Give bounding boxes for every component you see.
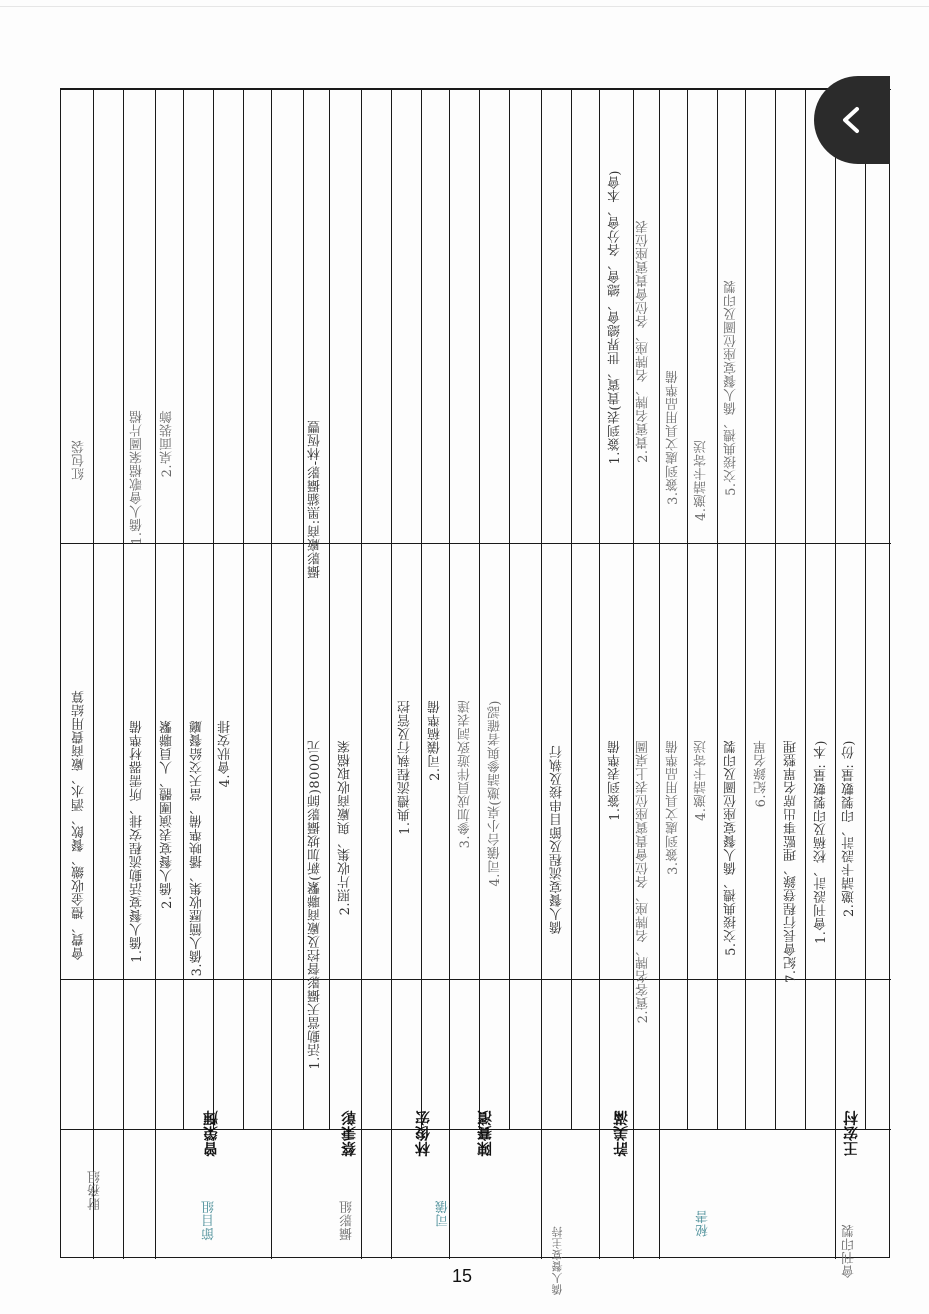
person-name: 陳賽濱 [476,1110,494,1157]
task-text: 1.活動當天攝影督控及廠商聯繫(新加坡攝影師)8000元 [308,740,323,1070]
note-text: 攝影廠商:黑貓攝影-林恆豐 [308,420,323,579]
task-text: 1.典禮流程執行及管控 [398,700,413,835]
task-text: 1.簽到表準備 [608,740,623,821]
note-text: 3.簽到處文具用品準備 [666,370,681,505]
task-text: 2.照片收集、與廠商收取檔案 [338,740,353,916]
person-name: 蔡秉彰 [340,1110,358,1157]
column-divider-notes [61,543,891,544]
note-text: 4.邀請卡寄送 [694,440,709,521]
person-name: 曾榮輝 [202,1110,220,1157]
task-text: 7.紀會長行程登錄、理監事出席名單整理 [784,740,799,983]
chevron-left-icon [835,103,869,137]
page-number: 15 [452,1266,473,1286]
task-text: 1.會刊設計、校稿及印製數量: 本) [814,740,829,944]
task-text: 2.僑人餐宴表演團體、人員聯繫 [160,720,175,909]
group-secretary: 秘書 [696,1210,711,1237]
task-text: 4.會狀安排 [218,720,233,788]
person-name: 許美滿 [612,1110,630,1157]
task-text: 6.紀錄名單 [754,740,769,808]
task-text: 3.簽到處文具用品準備 [666,740,681,875]
note-text: 1.簽到表(貴賓、世界總會、總會、各分會、本會) [608,170,623,465]
task-text: 1.僑人餐宴活動流程安排、所需器材準備 [130,720,145,963]
task-text: 2.邀請卡設計、印製數量: 份) [842,740,857,917]
group-program: 節目組 [202,1200,217,1241]
person-name: 林俊宏 [414,1110,432,1157]
task-text: 3.僑人簡歷收集、播映準備、當天交給餐廳 [190,720,205,977]
task-text: 5.交接典禮、僑人餐宴座位圖及印製 [724,740,739,956]
group-publication: 會刊印製 [842,1224,857,1278]
group-emcee: 司儀 [436,1200,451,1227]
task-text: 會費、禮金收繳、餐飲、酒水、廠商費用結算 [72,690,87,960]
task-text: 僑人餐宴流程及節目串接及執行 [550,745,565,934]
task-text: 4.司儀台小桌(邀請參與者確認) [488,700,503,887]
note-text: 1.僑人會歌檔案圖片檔 [130,410,145,545]
group-finance: 財務組 [88,1170,103,1211]
note-text: 2.貴賓名牌、名牌座、各位會貴賓座位表 [636,220,651,463]
note-text: 紅包袋 [72,440,87,481]
note-text: 2.桌面裝飾 [160,410,175,478]
top-rule [0,6,929,7]
task-table [60,88,890,1258]
task-text: 4.邀請卡寄送 [694,740,709,821]
person-name: 王宏村 [842,1110,860,1157]
group-photo: 攝影組 [340,1200,355,1241]
task-text: 3.參加成員伴遊致詞表達 [458,700,473,849]
column-divider-tasks [61,979,891,980]
task-text: 2.司儀稿準備 [428,700,443,781]
group-banquet-host: 僑人餐宴主持 [551,1226,564,1295]
task-text: 2.賓客名牌、名牌座、各位會貴賓座位表上桌圖 [636,740,651,1024]
note-text: 5.交接典禮、僑人餐宴座位圖及印製 [724,280,739,496]
